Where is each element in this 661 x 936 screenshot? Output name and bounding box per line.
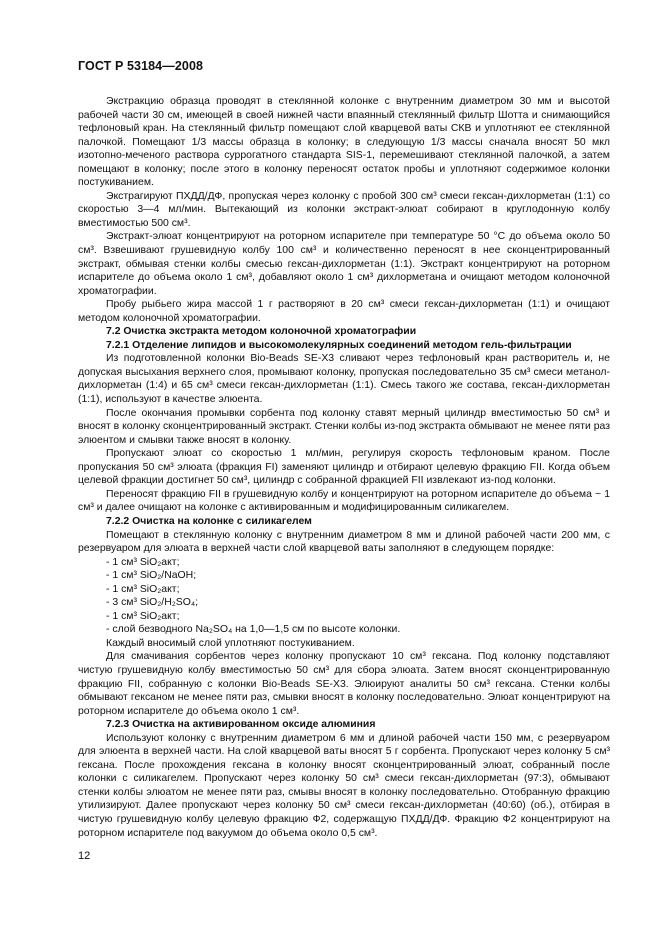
paragraph-elution-rate: Пропускают элюат со скоростью 1 мл/мин, регулируя скорость тефлоновым краном. После пропускания 50 см³ элюата (фракция FI) заменяют цилиндр и отбирают целевую фракцию FII. Когда объем целевой фракции достигнет 50 см³, цилиндр с собранной фракцией FII извлекают из-под колонки. [78, 448, 610, 487]
standard-code-header: ГОСТ Р 53184—2008 [78, 59, 204, 73]
section-heading-7-2-2: 7.2.2 Очистка на колонке с силикагелем [106, 515, 312, 527]
page-number: 12 [78, 850, 91, 862]
section-heading-7-2: 7.2 Очистка экстракта методом колоночной хроматографии [106, 326, 417, 338]
paragraph-extraction: Экстракцию образца проводят в стеклянной колонке с внутренним диаметром 30 мм и высотой рабочей части 30 см, имеющей в своей нижней части впаянный стеклянный фильтр Шотта и снимающийся тефлоновый кран. На стеклянный фильтр помещают слой кварцевой ваты СКВ и уплотняют ее стеклянной палочкой. Помещают 1/3 массы образца в колонку; в следующую 1/3 массы сначала вносят 50 мкл изотопно-меченого раствора суррогатного стандарта SIS-1, перемешивают стеклянной палочкой, а затем помещают в колонку; после этого в колонку переносят остаток пробы и уплотняют содержимое колонки постукиванием. [78, 96, 610, 189]
paragraph-wetting: Для смачивания сорбентов через колонку пропускают 10 см³ гексана. Под колонку подставляют чистую грушевидную колбу вместимостью 50 см³ для сбора элюата. Затем вносят сконцентрированную фракцию FII, собранную с колонки Bio-Beads SE-X3. Элюируют аналиты 50 см³ гексана. Стенки колбы обмывают гексаном не менее пяти раз, смывки вносят в колонку последовательно. Элюат концентрируют на роторном испарителе до объема около 1 см³. [78, 651, 610, 717]
paragraph-gel-column: Из подготовленной колонки Bio-Beads SE-X3 сливают через тефлоновый кран растворитель и, не допуская высыхания верхнего слоя, промывают колонку, пропуская последовательно 35 см³ смеси метанол-дихлорметан (1:4) и 65 см³ смеси гексан-дихлорметан (1:1). Смесь такого же состава, гексан-дихлорметан (1:1), используют в качестве элюента. [78, 353, 610, 406]
list-item: - 1 см³ SiO₂акт; [106, 610, 180, 622]
paragraph-extract-pcdd: Экстрагируют ПХДД/ДФ, пропуская через колонку с пробой 300 см³ смеси гексан-дихлорметан (1:1) со скоростью 3—4 мл/мин. Вытекающий из колонки экстракт-элюат собирают в круглодонную колбу вместимостью 500 см³. [78, 190, 610, 229]
paragraph-fish-oil: Пробу рыбьего жира массой 1 г растворяют в 20 см³ смеси гексан-дихлорметан (1:1) и очищают методом колоночной хроматографии. [78, 299, 610, 324]
paragraph-silica-column: Помещают в стеклянную колонку с внутренним диаметром 8 мм и длиной рабочей части 200 мм, с резервуаром для элюата в верхней части слой кварцевой ваты заполняют в следующем порядке: [78, 529, 610, 555]
paragraph-after-wash: После окончания промывки сорбента под колонку ставят мерный цилиндр вместимостью 50 см³ и вносят в колонку сконцентрированный экстракт. Стенки колбы из-под экстракта обмывают не менее пяти раз элюентом и смывки также вносят в колонку. [78, 407, 610, 446]
section-heading-7-2-3: 7.2.3 Очистка на активированном оксиде алюминия [106, 719, 376, 731]
list-item: - 3 см³ SiO₂/H₂SO₄; [106, 597, 199, 609]
document-body [78, 95, 610, 840]
paragraph-compact-layer: Каждый вносимый слой уплотняют постукиванием. [106, 637, 355, 649]
list-item: - 1 см³ SiO₂акт; [106, 556, 180, 568]
list-item: - 1 см³ SiO₂акт; [106, 583, 180, 595]
paragraph-concentrate: Экстракт-элюат концентрируют на роторном испарителе при температуре 50 °С до объема около 50 см³. Взвешивают грушевидную колбу 100 см³ и количественно переносят в нее сконцентрированный экстракт, обмывая стенки колбы смесью гексан-дихлорметан (1:1). Экстракт концентрируют на роторном испарителе до объема около 1 см³, добавляют около 1 см³ дихлорметана и очищают методом колоночной хроматографии. [78, 231, 610, 297]
section-heading-7-2-1: 7.2.1 Отделение липидов и высокомолекулярных соединений методом гель-фильтрации [106, 339, 572, 351]
paragraph-alumina: Используют колонку с внутренним диаметром 6 мм и длиной рабочей части 150 мм, с резервуаром для элюента в верхней части. На слой кварцевой ваты вносят 5 г сорбента. Пропускают через колонку 5 см³ гексана. После прохождения гексана в колонку вносят сконцентрированный элюат, собранный после колонки с силикагелем. Пропускают через колонку 50 см³ смеси гексан-дихлорметан (97:3), обмывают стенки колбы элюатом не менее пяти раз, смывы вносят в колонку последовательно. Отобранную фракцию утилизируют. Далее пропускают через колонку 50 см³ смеси гексан-дихлорметан (40:60) (об.), отбирая в чистую грушевидную колбу целевую фракцию Ф2, содержащую ПХДД/ДФ. Фракцию Ф2 концентрируют на роторном испарителе под вакуумом до объема около 0,5 см³. [78, 732, 610, 839]
list-item: - слой безводного Na₂SO₄ на 1,0—1,5 см по высоте колонки. [106, 624, 401, 636]
list-item: - 1 см³ SiO₂/NaOH; [106, 570, 197, 582]
paragraph-transfer-fii: Переносят фракцию FII в грушевидную колбу и концентрируют на роторном испарителе до объема ~ 1 см³ и далее очищают на колонке с активированным и модифицированным силикагелем. [78, 488, 610, 514]
